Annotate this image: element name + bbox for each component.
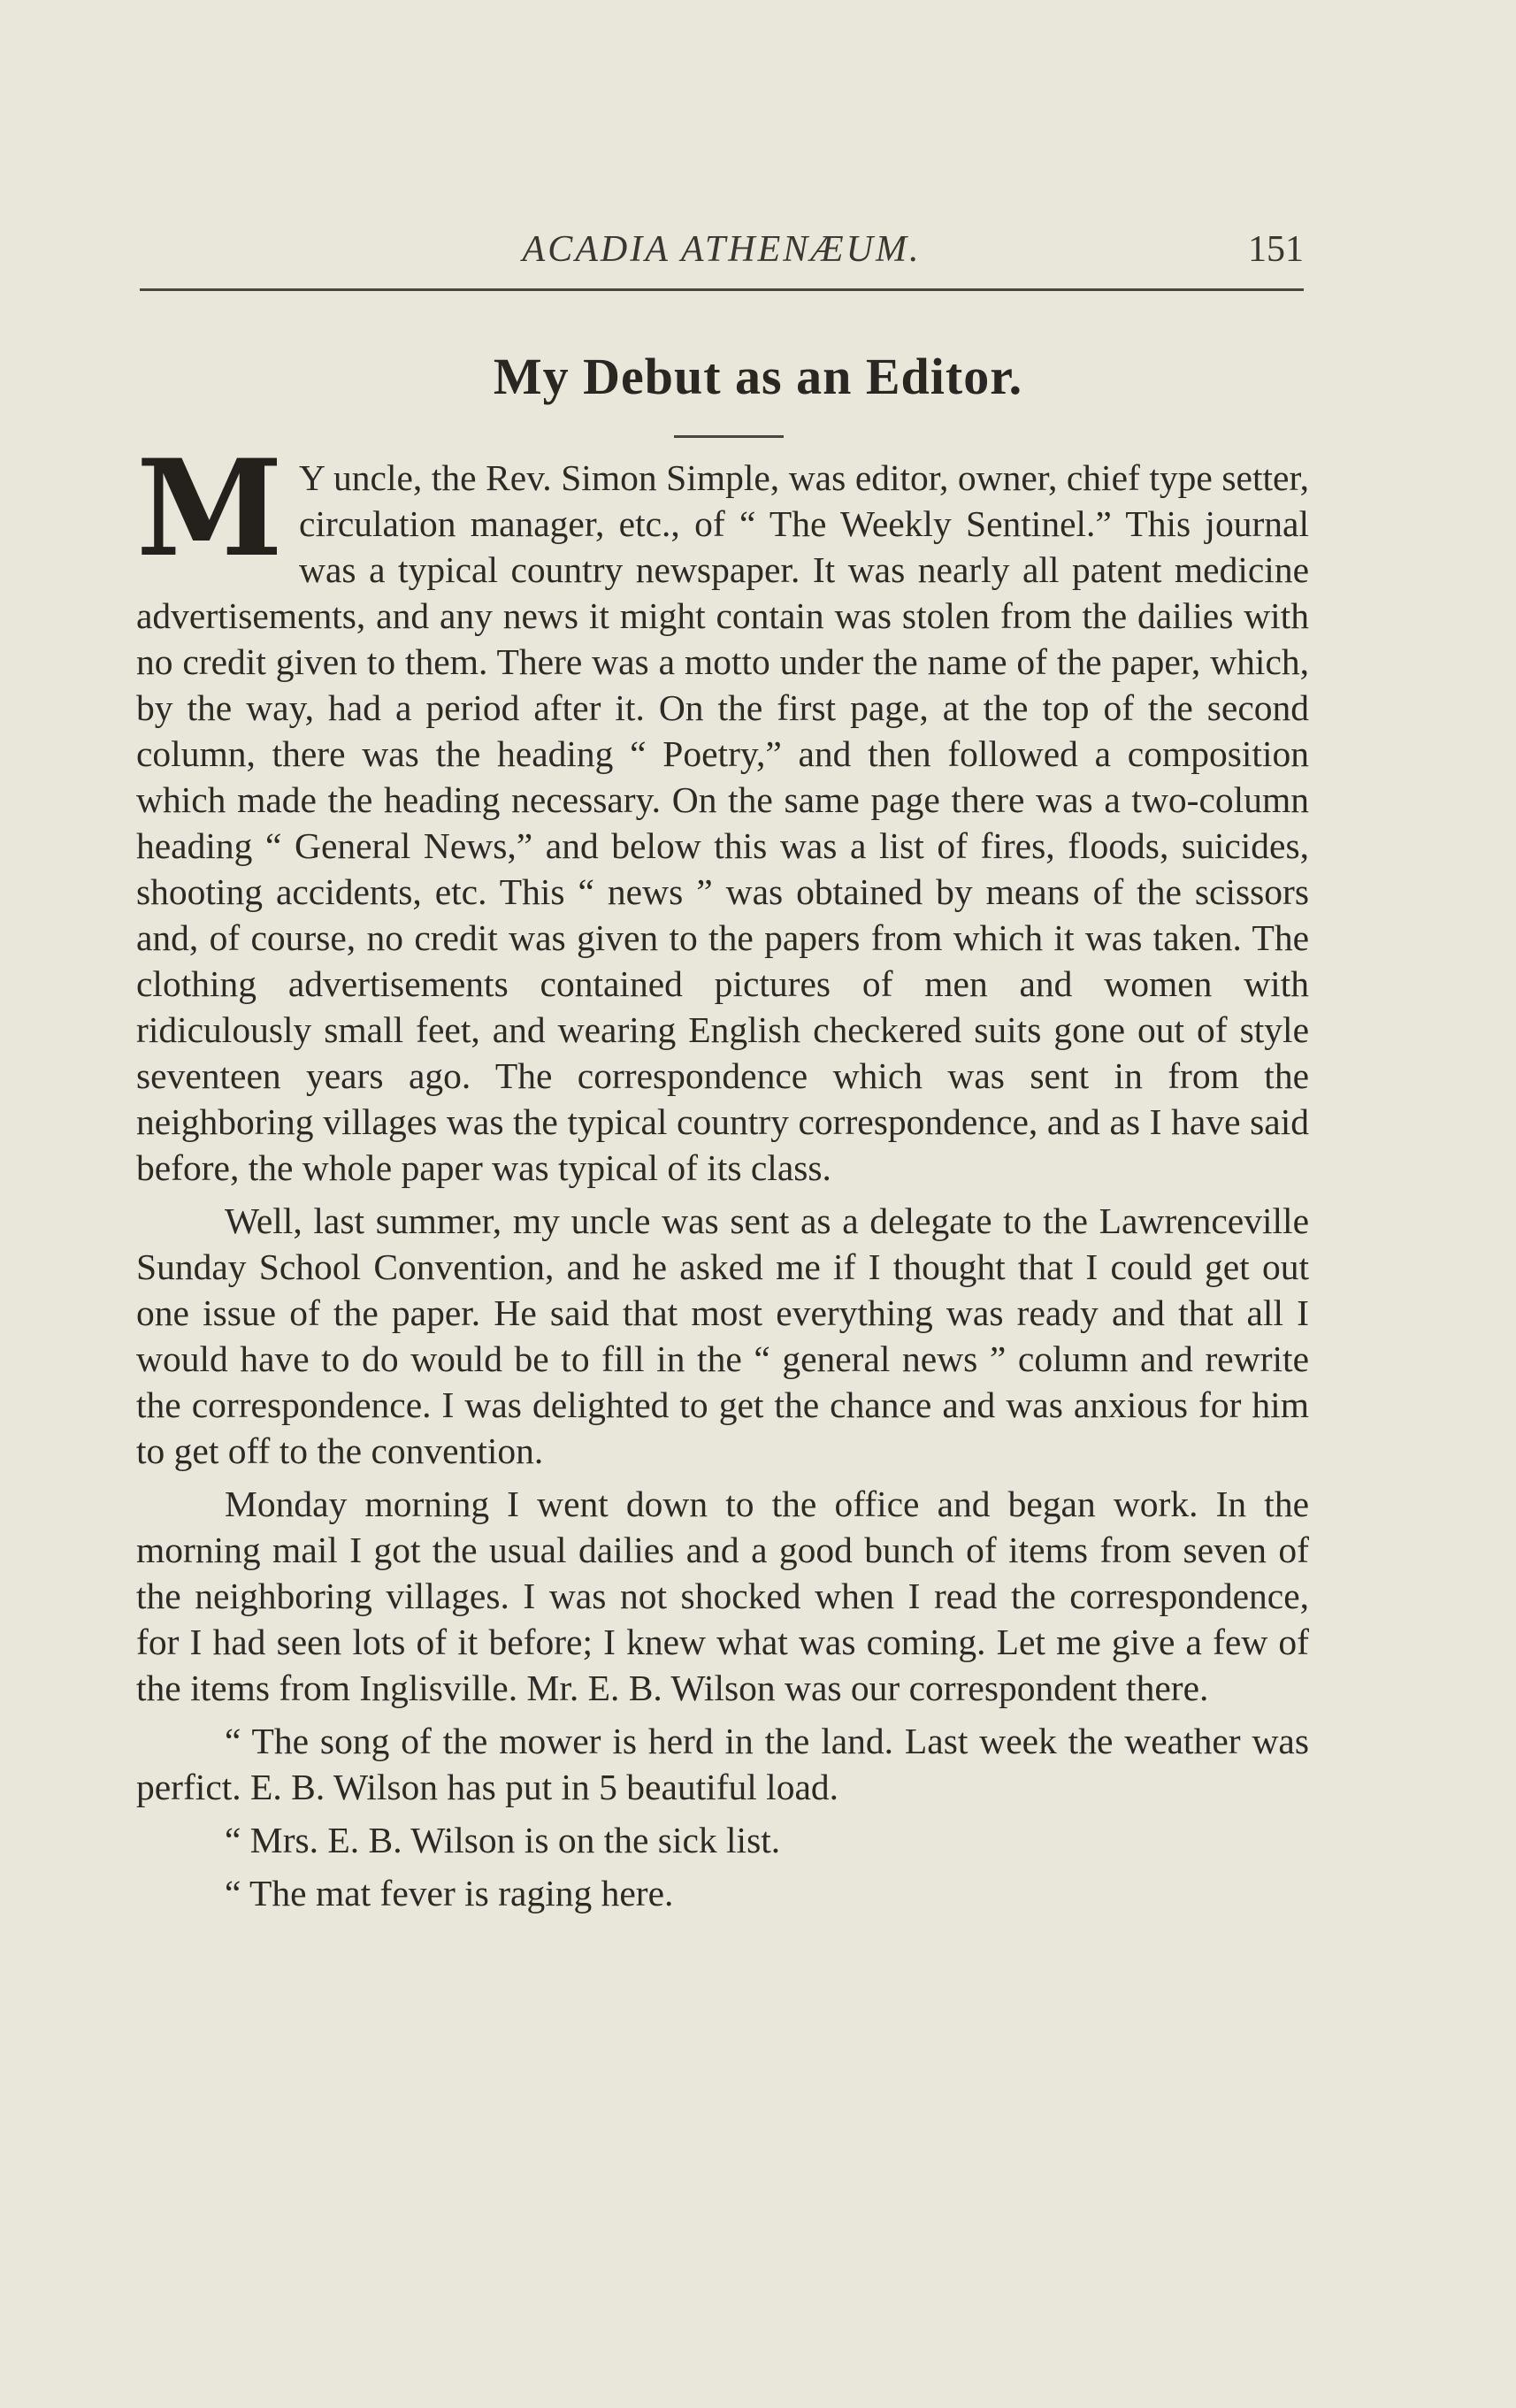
drop-cap: M (136, 431, 284, 587)
paragraph-2: Well, last summer, my uncle was sent as a delegate to the Lawrenceville Sunday School Convention, and he asked me if I thought that I could get out one issue of the paper. He said that most everything was ready and that all I would have to do would be to fill in the “ general news ” column and rewrite the correspondence. I was delighted to get the chance and was anxious for him to get off to the convention. (136, 1200, 1309, 1471)
quoted-item-1: “ The song of the mower is herd in the land. Last week the weather was perfict. E. B. Wilson has put in 5 beautiful load. (136, 1721, 1309, 1807)
paragraph-1 (136, 431, 1309, 1191)
header-rule (140, 288, 1304, 291)
running-title: ACADIA ATHENÆUM. (522, 229, 922, 270)
running-head (140, 228, 1304, 290)
article-title: My Debut as an Editor. (493, 348, 1023, 405)
title-rule (674, 435, 784, 438)
paragraph-1-text: Y uncle, the Rev. Simon Simple, was editor, owner, chief type setter, circulation manager, etc., of “ The Weekly Sentinel.” This journal was a typical country newspaper. It was nearly all patent medicine advertisements, and any news it might contain was stolen from the dailies with no credit given to them. There was a motto under the name of the paper, which, by the way, had a period after it. On the first page, at the top of the second column, there was the heading “ Poetry,” and then followed a composition which made the heading necessary. On the same page there was a two-column heading “ General News,” and below this was a list of fires, floods, suicides, shooting accidents, etc. This “ news ” was obtained by means of the scissors and, of course, no credit was given to the papers from which it was taken. The clothing advertisements contained pictures of men and women with ridiculously small feet, and wearing English checkered suits gone out of style seventeen years ago. The correspondence which was sent in from the neighboring villages was the typical country correspondence, and as I have said before, the whole paper was typical of its class. (136, 457, 1309, 1188)
quoted-item-3: “ The mat fever is raging here. (225, 1873, 674, 1913)
paragraph-3: Monday morning I went down to the office and began work. In the morning mail I got the usual dailies and a good bunch of items from seven of the neighboring villages. I was not shocked when I read the correspondence, for I had seen lots of it before; I knew what was coming. Let me give a few of the items from Inglisville. Mr. E. B. Wilson was our correspondent there. (136, 1484, 1309, 1708)
page-number: 151 (1248, 229, 1304, 270)
quoted-item-2: “ Mrs. E. B. Wilson is on the sick list. (225, 1820, 781, 1860)
article-body (136, 431, 1309, 1916)
